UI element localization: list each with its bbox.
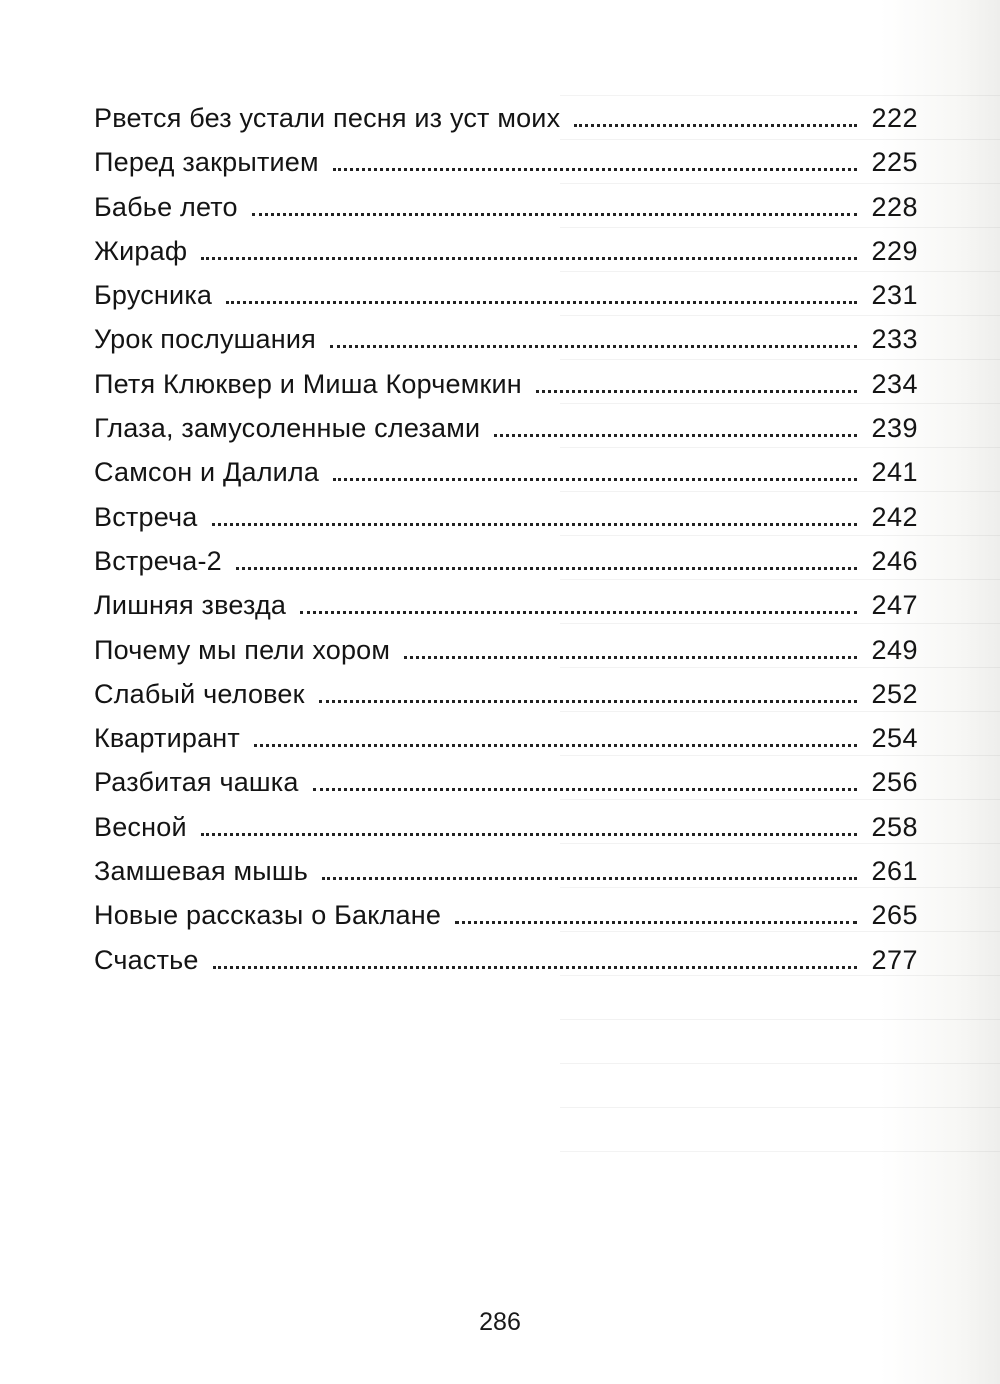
dot-leader bbox=[201, 257, 857, 260]
dot-leader bbox=[236, 567, 858, 570]
dot-leader bbox=[212, 523, 858, 526]
toc-entry-title: Встреча-2 bbox=[94, 545, 222, 576]
toc-entry-title: Жираф bbox=[94, 235, 188, 266]
toc-entry bbox=[94, 362, 918, 406]
toc-entry bbox=[94, 760, 918, 804]
toc-entry-title: Разбитая чашка bbox=[94, 767, 299, 798]
dot-leader bbox=[574, 124, 857, 127]
toc-entry-page: 228 bbox=[871, 191, 918, 222]
toc-entry-page: 222 bbox=[871, 103, 918, 133]
toc-entry-title: Самсон и Далила bbox=[94, 457, 320, 488]
toc-entry-page: 239 bbox=[871, 413, 918, 444]
toc-entry-page: 258 bbox=[871, 811, 918, 842]
toc-entry-page: 231 bbox=[871, 280, 918, 311]
toc-entry-page: 234 bbox=[871, 368, 918, 399]
toc-entry bbox=[94, 583, 918, 627]
toc-entry-page: 261 bbox=[871, 856, 918, 887]
dot-leader bbox=[494, 434, 857, 437]
toc-entry-title: Почему мы пели хором bbox=[94, 634, 391, 665]
dot-leader bbox=[330, 345, 857, 348]
toc-entry-title: Замшевая мышь bbox=[94, 856, 309, 887]
dot-leader bbox=[226, 301, 857, 304]
toc-entry-title: Урок послушания bbox=[94, 324, 316, 355]
dot-leader bbox=[201, 833, 858, 836]
dot-leader bbox=[300, 611, 857, 614]
toc-entry-title: Встреча bbox=[94, 501, 198, 532]
dot-leader bbox=[313, 788, 858, 791]
page-number: 286 bbox=[479, 1308, 521, 1336]
toc-entry-title: Рвется без устали песня из уст моих bbox=[94, 103, 561, 133]
toc-entry bbox=[94, 805, 918, 849]
toc-entry bbox=[94, 938, 918, 982]
toc-entry-page: 277 bbox=[871, 944, 918, 975]
toc-entry-title: Слабый человек bbox=[94, 678, 305, 709]
toc-entry-title: Новые рассказы о Баклане bbox=[94, 900, 442, 931]
toc-entry bbox=[94, 140, 918, 184]
dot-leader bbox=[333, 478, 857, 481]
toc-entry-title: Перед закрытием bbox=[94, 147, 319, 178]
dot-leader bbox=[322, 877, 857, 880]
toc-entry-page: 254 bbox=[871, 723, 918, 754]
toc-entry-title: Счастье bbox=[94, 944, 199, 975]
table-of-contents bbox=[94, 96, 918, 982]
toc-entry-page: 265 bbox=[871, 900, 918, 931]
toc-entry-page: 256 bbox=[871, 767, 918, 798]
dot-leader bbox=[333, 168, 858, 171]
dot-leader bbox=[254, 744, 857, 747]
toc-entry bbox=[94, 539, 918, 583]
toc-entry bbox=[94, 495, 918, 539]
toc-entry-title: Весной bbox=[94, 811, 187, 842]
toc-entry bbox=[94, 185, 918, 229]
toc-entry-title: Лишняя звезда bbox=[94, 590, 287, 621]
toc-entry bbox=[94, 893, 918, 937]
toc-entry-page: 242 bbox=[871, 501, 918, 532]
toc-entry-page: 252 bbox=[871, 678, 918, 709]
dot-leader bbox=[455, 921, 857, 924]
toc-entry-page: 247 bbox=[871, 590, 918, 621]
dot-leader bbox=[536, 390, 858, 393]
dot-leader bbox=[252, 213, 858, 216]
dot-leader bbox=[319, 700, 858, 703]
toc-entry bbox=[94, 672, 918, 716]
toc-entry bbox=[94, 406, 918, 450]
toc-entry bbox=[94, 450, 918, 494]
toc-entry bbox=[94, 628, 918, 672]
toc-entry-title: Петя Клюквер и Миша Корчемкин bbox=[94, 368, 522, 399]
toc-entry bbox=[94, 96, 918, 140]
dot-leader bbox=[213, 966, 858, 969]
toc-entry-title: Глаза, замусоленные слезами bbox=[94, 413, 481, 444]
dot-leader bbox=[404, 656, 857, 659]
toc-entry bbox=[94, 849, 918, 893]
toc-entry bbox=[94, 229, 918, 273]
toc-entry-page: 229 bbox=[871, 235, 918, 266]
toc-entry bbox=[94, 317, 918, 361]
toc-entry-page: 246 bbox=[871, 545, 918, 576]
toc-entry-page: 241 bbox=[871, 457, 918, 488]
toc-entry-page: 225 bbox=[871, 147, 918, 178]
toc-entry bbox=[94, 273, 918, 317]
toc-entry-title: Квартирант bbox=[94, 723, 240, 754]
toc-entry-title: Брусника bbox=[94, 280, 213, 311]
toc-entry-title: Бабье лето bbox=[94, 191, 238, 222]
toc-entry-page: 233 bbox=[871, 324, 918, 355]
toc-entry-page: 249 bbox=[871, 634, 918, 665]
toc-entry bbox=[94, 716, 918, 760]
